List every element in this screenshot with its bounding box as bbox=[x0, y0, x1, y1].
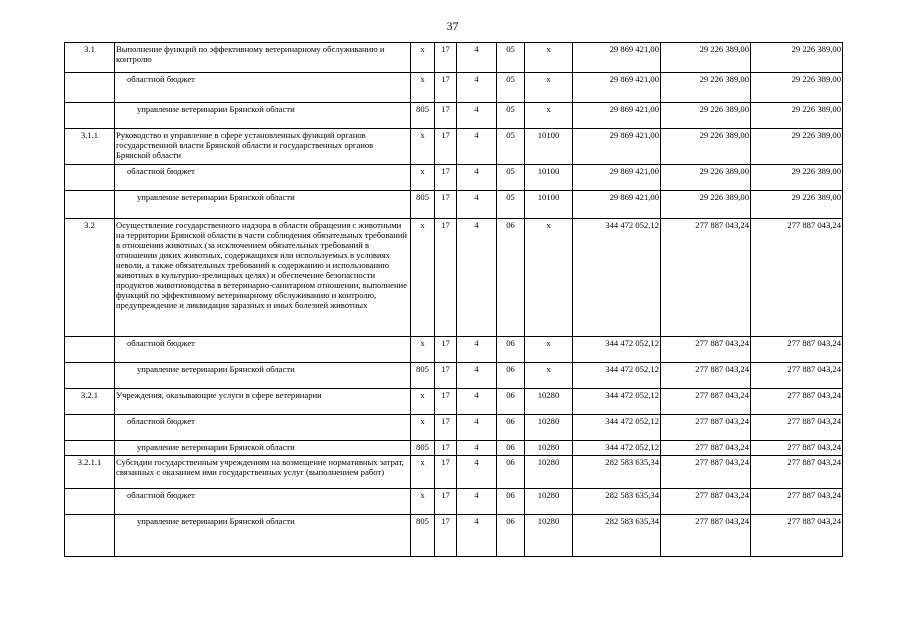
row-pgp: 4 bbox=[457, 337, 497, 363]
row-pgp: 4 bbox=[457, 441, 497, 456]
row-value-2: 277 887 043,24 bbox=[661, 456, 751, 489]
row-value-1: 344 472 052,12 bbox=[573, 441, 661, 456]
row-ns: x bbox=[525, 103, 573, 129]
row-gp: 17 bbox=[435, 363, 457, 389]
row-code bbox=[65, 191, 115, 219]
row-code bbox=[65, 73, 115, 103]
row-code bbox=[65, 103, 115, 129]
row-ns: x bbox=[525, 337, 573, 363]
row-om: 05 bbox=[497, 129, 525, 165]
row-grbs: x bbox=[411, 489, 435, 515]
row-value-2: 29 226 389,00 bbox=[661, 129, 751, 165]
row-name: Осуществление государственного надзора в области обращения с животными на территории Брянской области в части соблюдения обязательных требований в отношении животных (за исключением обязательных требований в отношении диких животных, содержащихся или используемых в условиях неволи, а также обязательных требований к содержанию и использованию животных в культурно-зрелищных целях) и обеспечение безопасности продуктов животноводства в ветеринарно-санитарном отношении, выполнение функций по эффективному ветеринарному обслуживанию и контролю, предупреждение и ликвидация заразных и иных болезней животных bbox=[115, 219, 411, 337]
row-value-1: 344 472 052,12 bbox=[573, 219, 661, 337]
row-grbs: x bbox=[411, 165, 435, 191]
row-gp: 17 bbox=[435, 389, 457, 415]
row-grbs: x bbox=[411, 219, 435, 337]
row-pgp: 4 bbox=[457, 43, 497, 73]
row-ns: 10100 bbox=[525, 129, 573, 165]
row-code bbox=[65, 165, 115, 191]
row-code bbox=[65, 363, 115, 389]
row-ns: 10280 bbox=[525, 415, 573, 441]
row-value-3: 277 887 043,24 bbox=[751, 515, 843, 557]
row-code bbox=[65, 515, 115, 557]
row-om: 06 bbox=[497, 337, 525, 363]
row-om: 05 bbox=[497, 165, 525, 191]
row-value-1: 29 869 421,00 bbox=[573, 191, 661, 219]
row-value-3: 277 887 043,24 bbox=[751, 389, 843, 415]
row-value-2: 277 887 043,24 bbox=[661, 515, 751, 557]
row-code: 3.1 bbox=[65, 43, 115, 73]
row-om: 06 bbox=[497, 515, 525, 557]
row-code: 3.2.1.1 bbox=[65, 456, 115, 489]
row-ns: x bbox=[525, 73, 573, 103]
row-gp: 17 bbox=[435, 219, 457, 337]
row-gp: 17 bbox=[435, 415, 457, 441]
row-pgp: 4 bbox=[457, 456, 497, 489]
row-value-2: 277 887 043,24 bbox=[661, 415, 751, 441]
row-value-1: 29 869 421,00 bbox=[573, 165, 661, 191]
row-value-2: 277 887 043,24 bbox=[661, 489, 751, 515]
row-value-3: 277 887 043,24 bbox=[751, 489, 843, 515]
row-value-2: 277 887 043,24 bbox=[661, 337, 751, 363]
row-grbs: x bbox=[411, 415, 435, 441]
row-value-3: 277 887 043,24 bbox=[751, 415, 843, 441]
row-value-1: 29 869 421,00 bbox=[573, 103, 661, 129]
row-gp: 17 bbox=[435, 191, 457, 219]
row-code: 3.2.1 bbox=[65, 389, 115, 415]
row-code bbox=[65, 337, 115, 363]
row-value-2: 29 226 389,00 bbox=[661, 165, 751, 191]
row-pgp: 4 bbox=[457, 489, 497, 515]
row-name: управление ветеринарии Брянской области bbox=[115, 191, 411, 219]
row-gp: 17 bbox=[435, 43, 457, 73]
row-value-3: 277 887 043,24 bbox=[751, 456, 843, 489]
row-code: 3.1.1 bbox=[65, 129, 115, 165]
row-value-3: 277 887 043,24 bbox=[751, 219, 843, 337]
row-om: 05 bbox=[497, 103, 525, 129]
row-name: управление ветеринарии Брянской области bbox=[115, 363, 411, 389]
row-ns: x bbox=[525, 43, 573, 73]
row-name: Выполнение функций по эффективному ветеринарному обслуживанию и контролю bbox=[115, 43, 411, 73]
row-value-3: 29 226 389,00 bbox=[751, 191, 843, 219]
row-value-2: 277 887 043,24 bbox=[661, 219, 751, 337]
row-pgp: 4 bbox=[457, 73, 497, 103]
row-om: 05 bbox=[497, 191, 525, 219]
row-grbs: x bbox=[411, 43, 435, 73]
row-pgp: 4 bbox=[457, 191, 497, 219]
row-name: областной бюджет bbox=[115, 415, 411, 441]
row-ns: x bbox=[525, 219, 573, 337]
row-name: управление ветеринарии Брянской области bbox=[115, 103, 411, 129]
row-om: 06 bbox=[497, 219, 525, 337]
row-value-1: 344 472 052,12 bbox=[573, 337, 661, 363]
row-gp: 17 bbox=[435, 489, 457, 515]
row-value-1: 29 869 421,00 bbox=[573, 129, 661, 165]
row-om: 06 bbox=[497, 363, 525, 389]
table-row bbox=[65, 456, 843, 489]
row-gp: 17 bbox=[435, 73, 457, 103]
budget-table bbox=[64, 42, 843, 557]
table-row bbox=[65, 43, 843, 73]
row-gp: 17 bbox=[435, 441, 457, 456]
row-value-3: 29 226 389,00 bbox=[751, 165, 843, 191]
row-value-1: 29 869 421,00 bbox=[573, 73, 661, 103]
row-value-3: 277 887 043,24 bbox=[751, 363, 843, 389]
row-pgp: 4 bbox=[457, 219, 497, 337]
row-om: 05 bbox=[497, 43, 525, 73]
row-value-1: 282 583 635,34 bbox=[573, 515, 661, 557]
table-row bbox=[65, 441, 843, 456]
row-value-2: 29 226 389,00 bbox=[661, 43, 751, 73]
row-code: 3.2 bbox=[65, 219, 115, 337]
row-grbs: x bbox=[411, 337, 435, 363]
row-pgp: 4 bbox=[457, 363, 497, 389]
row-gp: 17 bbox=[435, 515, 457, 557]
row-ns: 10280 bbox=[525, 441, 573, 456]
row-code bbox=[65, 415, 115, 441]
row-ns: 10280 bbox=[525, 489, 573, 515]
row-grbs: x bbox=[411, 129, 435, 165]
row-ns: x bbox=[525, 363, 573, 389]
row-om: 06 bbox=[497, 456, 525, 489]
table-row bbox=[65, 515, 843, 557]
row-value-2: 29 226 389,00 bbox=[661, 103, 751, 129]
row-value-2: 277 887 043,24 bbox=[661, 363, 751, 389]
row-value-3: 277 887 043,24 bbox=[751, 441, 843, 456]
row-pgp: 4 bbox=[457, 389, 497, 415]
row-value-1: 344 472 052,12 bbox=[573, 363, 661, 389]
row-code bbox=[65, 489, 115, 515]
row-value-2: 277 887 043,24 bbox=[661, 389, 751, 415]
row-ns: 10280 bbox=[525, 389, 573, 415]
row-om: 05 bbox=[497, 73, 525, 103]
row-name: Субсидии государственным учреждениям на возмещение нормативных затрат, связанных с оказанием ими государственных услуг (выполнением работ) bbox=[115, 456, 411, 489]
row-value-3: 29 226 389,00 bbox=[751, 103, 843, 129]
table-row bbox=[65, 415, 843, 441]
row-grbs: 805 bbox=[411, 363, 435, 389]
table-row bbox=[65, 363, 843, 389]
row-om: 06 bbox=[497, 415, 525, 441]
row-grbs: x bbox=[411, 389, 435, 415]
row-name: областной бюджет bbox=[115, 337, 411, 363]
row-value-1: 344 472 052,12 bbox=[573, 389, 661, 415]
row-ns: 10280 bbox=[525, 515, 573, 557]
row-grbs: 805 bbox=[411, 103, 435, 129]
row-name: областной бюджет bbox=[115, 489, 411, 515]
row-ns: 10100 bbox=[525, 191, 573, 219]
row-pgp: 4 bbox=[457, 415, 497, 441]
row-value-1: 282 583 635,34 bbox=[573, 489, 661, 515]
row-gp: 17 bbox=[435, 129, 457, 165]
row-grbs: 805 bbox=[411, 441, 435, 456]
row-value-1: 344 472 052,12 bbox=[573, 415, 661, 441]
row-pgp: 4 bbox=[457, 103, 497, 129]
table-row bbox=[65, 337, 843, 363]
row-value-3: 29 226 389,00 bbox=[751, 43, 843, 73]
row-name: Руководство и управление в сфере установленных функций органов государственной власти Брянской области и государственных органов Брянской области bbox=[115, 129, 411, 165]
row-pgp: 4 bbox=[457, 165, 497, 191]
row-code bbox=[65, 441, 115, 456]
row-name: областной бюджет bbox=[115, 165, 411, 191]
row-value-1: 282 583 635,34 bbox=[573, 456, 661, 489]
table-row bbox=[65, 489, 843, 515]
row-gp: 17 bbox=[435, 456, 457, 489]
page-number: 37 bbox=[446, 19, 459, 33]
table-row bbox=[65, 129, 843, 165]
row-gp: 17 bbox=[435, 337, 457, 363]
row-om: 06 bbox=[497, 441, 525, 456]
row-name: управление ветеринарии Брянской области bbox=[115, 441, 411, 456]
row-grbs: x bbox=[411, 456, 435, 489]
row-name: областной бюджет bbox=[115, 73, 411, 103]
table-row bbox=[65, 389, 843, 415]
row-om: 06 bbox=[497, 489, 525, 515]
row-name: Учреждения, оказывающие услуги в сфере ветеринарии bbox=[115, 389, 411, 415]
row-pgp: 4 bbox=[457, 129, 497, 165]
row-pgp: 4 bbox=[457, 515, 497, 557]
row-value-1: 29 869 421,00 bbox=[573, 43, 661, 73]
row-value-3: 29 226 389,00 bbox=[751, 129, 843, 165]
row-ns: 10100 bbox=[525, 165, 573, 191]
row-value-3: 277 887 043,24 bbox=[751, 337, 843, 363]
row-grbs: 805 bbox=[411, 191, 435, 219]
row-om: 06 bbox=[497, 389, 525, 415]
table-row bbox=[65, 191, 843, 219]
table-row bbox=[65, 103, 843, 129]
row-value-3: 29 226 389,00 bbox=[751, 73, 843, 103]
row-name: управление ветеринарии Брянской области bbox=[115, 515, 411, 557]
table-row bbox=[65, 219, 843, 337]
row-ns: 10280 bbox=[525, 456, 573, 489]
row-value-2: 29 226 389,00 bbox=[661, 73, 751, 103]
row-grbs: x bbox=[411, 73, 435, 103]
row-value-2: 277 887 043,24 bbox=[661, 441, 751, 456]
row-value-2: 29 226 389,00 bbox=[661, 191, 751, 219]
table-row bbox=[65, 165, 843, 191]
row-gp: 17 bbox=[435, 165, 457, 191]
row-gp: 17 bbox=[435, 103, 457, 129]
table-row bbox=[65, 73, 843, 103]
row-grbs: 805 bbox=[411, 515, 435, 557]
